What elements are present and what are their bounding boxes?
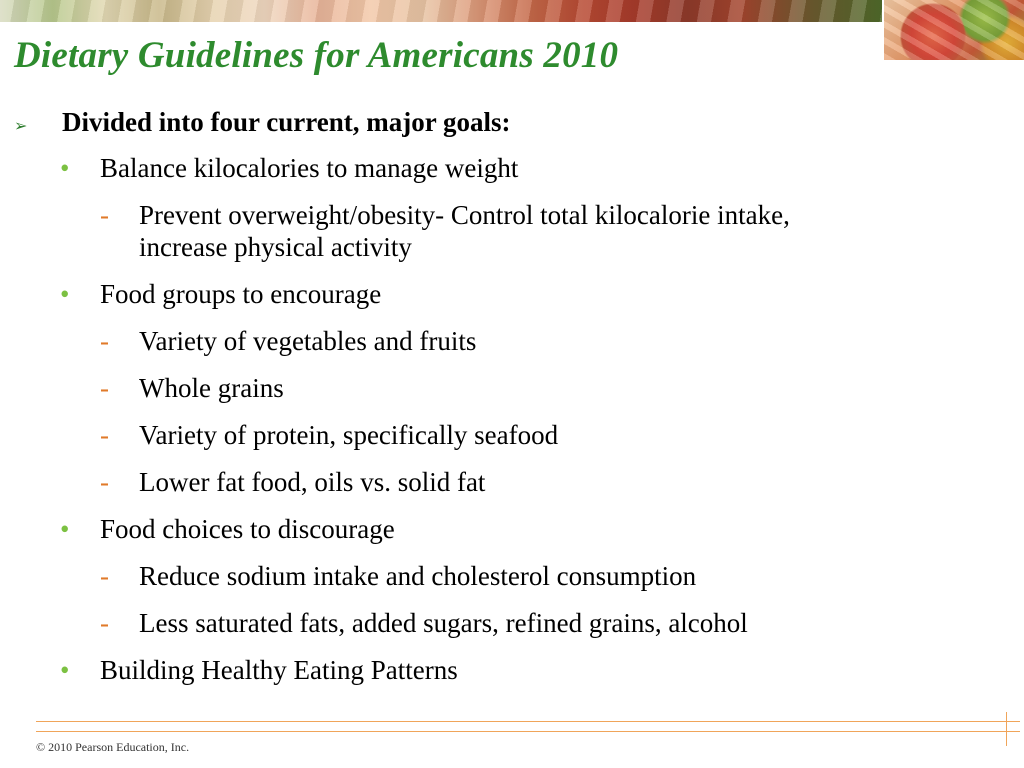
goal-label: Food groups to encourage bbox=[100, 279, 382, 309]
intro-text: Divided into four current, major goals: bbox=[62, 107, 511, 137]
footer-divider-bottom bbox=[36, 731, 1020, 732]
dash-marker-icon: - bbox=[100, 200, 109, 230]
dash-marker-icon: - bbox=[100, 561, 109, 591]
header-photo-strip bbox=[0, 0, 882, 22]
goal-label: Food choices to discourage bbox=[100, 514, 395, 544]
corner-food-photo bbox=[884, 0, 1024, 60]
arrow-bullet-icon: ➢ bbox=[14, 116, 28, 135]
sub-item-text: Reduce sodium intake and cholesterol consumption bbox=[139, 561, 697, 591]
sub-item-text: Whole grains bbox=[139, 373, 284, 403]
dash-marker-icon: - bbox=[100, 326, 109, 356]
bullet-dot-icon: • bbox=[60, 514, 70, 544]
goal-label: Building Healthy Eating Patterns bbox=[100, 655, 458, 685]
sub-item-text: Prevent overweight/obesity- Control total kilocalorie intake, bbox=[139, 200, 790, 230]
sub-item-text: Variety of vegetables and fruits bbox=[139, 326, 477, 356]
sub-item-text: Variety of protein, specifically seafood bbox=[139, 420, 559, 450]
sub-item-text: increase physical activity bbox=[139, 232, 412, 262]
footer-divider-top bbox=[36, 721, 1020, 722]
sub-item-text: Lower fat food, oils vs. solid fat bbox=[139, 467, 486, 497]
slide-title: Dietary Guidelines for Americans 2010 bbox=[14, 35, 619, 76]
dash-marker-icon: - bbox=[100, 373, 109, 403]
goal-label: Balance kilocalories to manage weight bbox=[100, 153, 519, 183]
dash-marker-icon: - bbox=[100, 420, 109, 450]
dash-marker-icon: - bbox=[100, 467, 109, 497]
dash-marker-icon: - bbox=[100, 608, 109, 638]
bullet-dot-icon: • bbox=[60, 655, 70, 685]
footer-crosshair-mark bbox=[1006, 712, 1007, 746]
copyright-notice: © 2010 Pearson Education, Inc. bbox=[36, 740, 190, 754]
sub-item-text: Less saturated fats, added sugars, refined grains, alcohol bbox=[139, 608, 748, 638]
bullet-dot-icon: • bbox=[60, 153, 70, 183]
bullet-dot-icon: • bbox=[60, 279, 70, 309]
